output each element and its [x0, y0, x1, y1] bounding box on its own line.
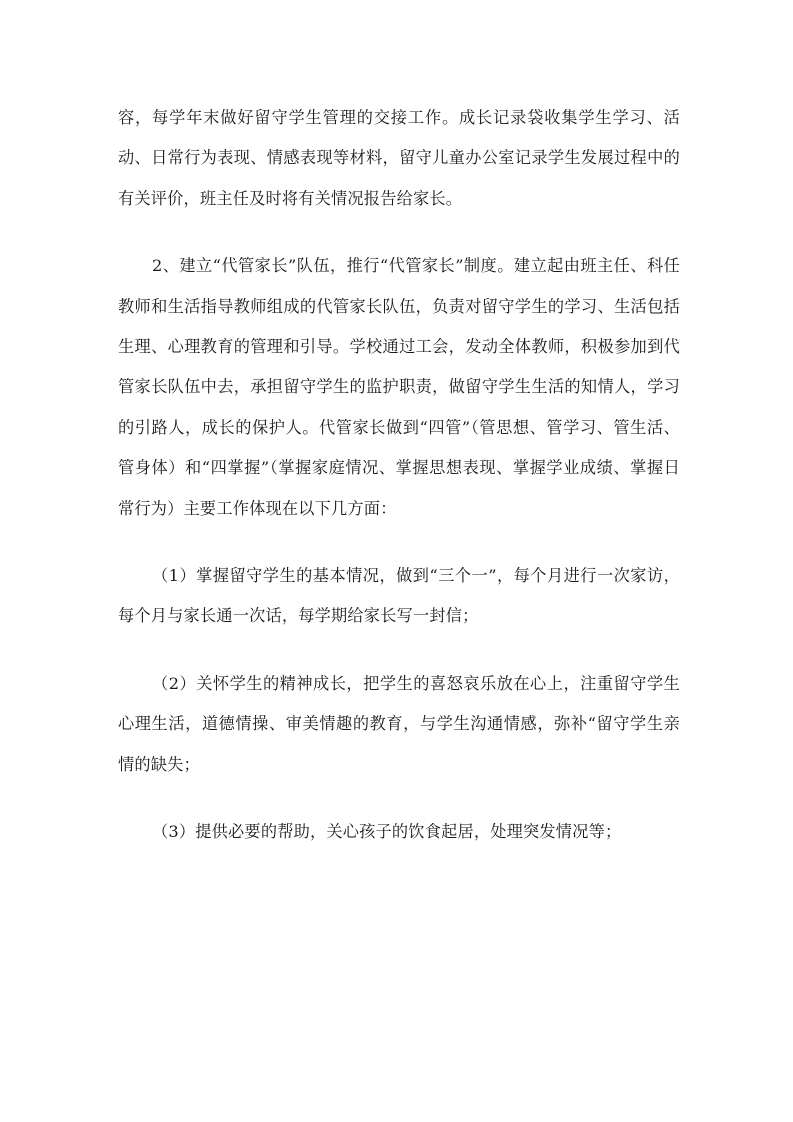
paragraph-continuation: 容，每学年末做好留守学生管理的交接工作。成长记录袋收集学生学习、活动、日常行为表现、情感表现等材料，留守儿童办公室记录学生发展过程中的有关评价，班主任及时将有关情况报告给家长。 [118, 108, 680, 208]
paragraph-item-2: 2、建立“代管家长”队伍，推行“代管家长”制度。建立起由班主任、科任教师和生活指导教师组成的代管家长队伍，负责对留守学生的学习、生活包括生理、心理教育的管理和引导。学校通过工会，发动全体教师，积极参加到代管家长队伍中去，承担留守学生的监护职责，做留守学生生活的知情人，学习的引路人，成长的保护人。代管家长做到“四管”（管思想、管学习、管生活、管身体）和“四掌握”（掌握家庭情况、掌握思想表现、掌握学业成绩、掌握日常行为）主要工作体现在以下几方面： [118, 256, 680, 518]
paragraph-subitem-1: （1）掌握留守学生的基本情况，做到“三个一”，每个月进行一次家访，每个月与家长通一次话，每学期给家长写一封信； [118, 566, 680, 626]
document-body [118, 98, 680, 853]
paragraph-subitem-2: （2）关怀学生的精神成长，把学生的喜怒哀乐放在心上，注重留守学生心理生活，道德情操、审美情趣的教育，与学生沟通情感，弥补“留守学生亲情的缺失； [118, 673, 680, 774]
paragraph-subitem-3: （3）提供必要的帮助，关心孩子的饮食起居，处理突发情况等； [152, 822, 622, 842]
